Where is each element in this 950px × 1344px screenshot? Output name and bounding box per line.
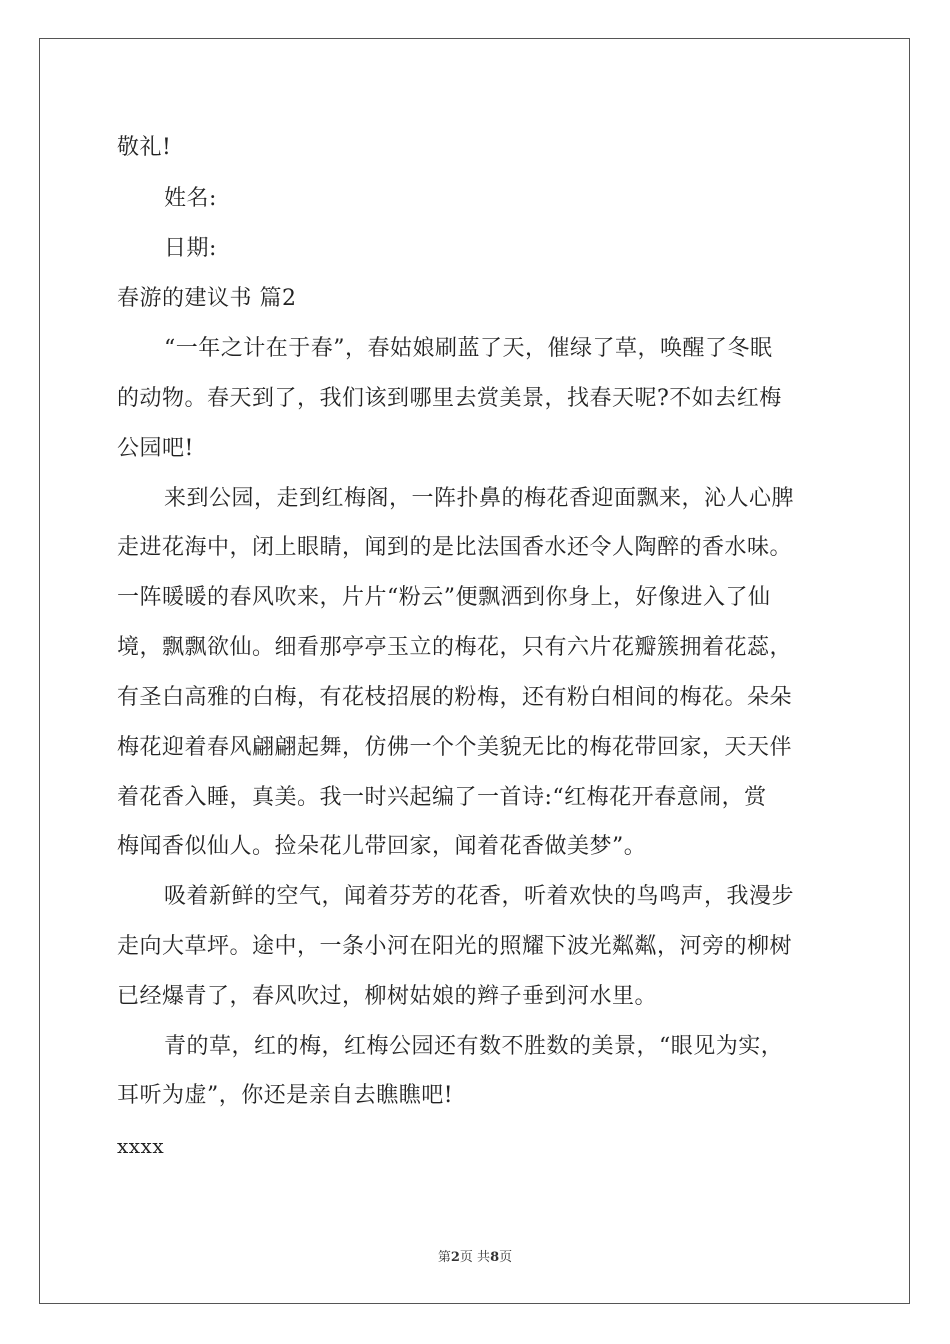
footer-suffix: 页 bbox=[499, 1250, 513, 1265]
signature: xxxx bbox=[117, 1134, 165, 1158]
paragraph-line: 境，飘飘欲仙。细看那亭亭玉立的梅花，只有六片花瓣簇拥着花蕊， bbox=[117, 635, 793, 660]
paragraph-line: “一年之计在于春”，春姑娘刷蓝了天，催绿了草，唤醒了冬眠 bbox=[164, 336, 773, 361]
section-title: 春游的建议书 篇2 bbox=[117, 286, 297, 311]
paragraph-line: 耳听为虚”，你还是亲自去瞧瞧吧! bbox=[117, 1083, 454, 1108]
paragraph-line: 吸着新鲜的空气，闻着芬芳的花香，听着欢快的鸟鸣声，我漫步 bbox=[164, 884, 795, 909]
date-label: 日期: bbox=[164, 236, 217, 261]
paragraph-line: 公园吧! bbox=[117, 436, 194, 461]
footer-prefix: 第 bbox=[437, 1250, 451, 1265]
paragraph-line: 梅花迎着春风翩翩起舞，仿佛一个个美貌无比的梅花带回家，天天伴 bbox=[117, 735, 793, 760]
name-label: 姓名: bbox=[164, 186, 217, 211]
footer-total-pages: 8 bbox=[490, 1250, 500, 1265]
paragraph-line: 来到公园，走到红梅阁，一阵扑鼻的梅花香迎面飘来，沁人心脾 bbox=[164, 486, 795, 511]
paragraph-line: 青的草，红的梅，红梅公园还有数不胜数的美景，“眼见为实， bbox=[164, 1034, 784, 1059]
paragraph-line: 一阵暖暖的春风吹来，片片“粉云”便飘洒到你身上，好像进入了仙 bbox=[117, 585, 771, 610]
footer-mid: 页 共 bbox=[459, 1250, 491, 1265]
paragraph-line: 梅闻香似仙人。捡朵花儿带回家，闻着花香做美梦”。 bbox=[117, 834, 647, 859]
paragraph-line: 有圣白高雅的白梅，有花枝招展的粉梅，还有粉白相间的梅花。朵朵 bbox=[117, 685, 793, 710]
paragraph-line: 已经爆青了，春风吹过，柳树姑娘的辫子垂到河水里。 bbox=[117, 984, 658, 1009]
page-border bbox=[39, 38, 910, 1304]
paragraph-line: 走向大草坪。途中，一条小河在阳光的照耀下波光粼粼，河旁的柳树 bbox=[117, 934, 793, 959]
paragraph-line: 走进花海中，闭上眼睛，闻到的是比法国香水还令人陶醉的香水味。 bbox=[117, 535, 793, 560]
paragraph-line: 的动物。春天到了，我们该到哪里去赏美景，找春天呢?不如去红梅 bbox=[117, 386, 782, 411]
paragraph-line: 着花香入睡，真美。我一时兴起编了一首诗:“红梅花开春意闹，赏 bbox=[117, 785, 767, 810]
closing-salute: 敬礼! bbox=[117, 135, 172, 160]
page-footer bbox=[0, 1246, 950, 1265]
footer-current-page: 2 bbox=[450, 1250, 460, 1265]
